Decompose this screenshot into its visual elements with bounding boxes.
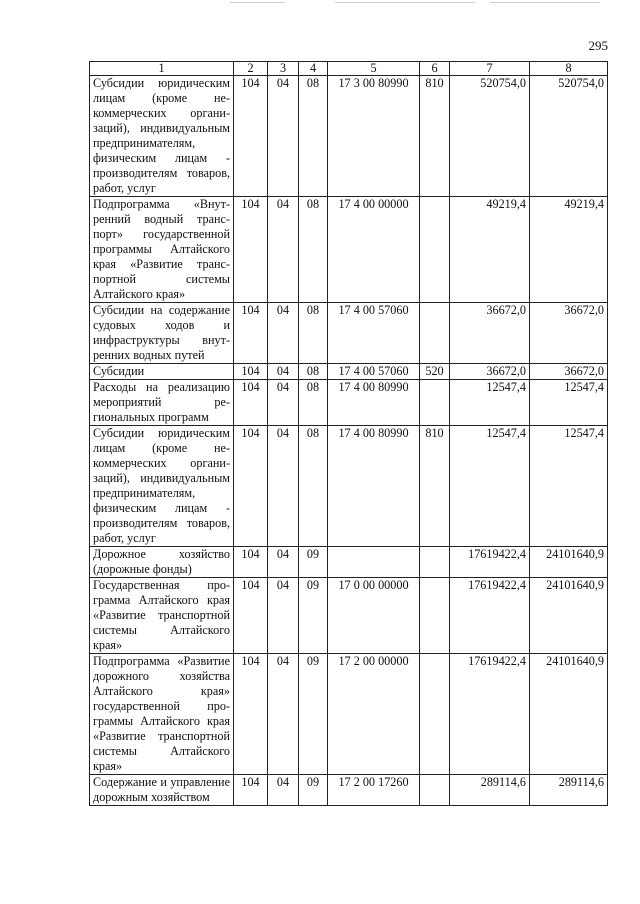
amount-year1-cell: 12547,4 [450, 380, 530, 426]
table-header-row [90, 62, 608, 76]
expense-type-cell [420, 197, 450, 303]
subsection-code-cell: 08 [299, 197, 328, 303]
ministry-code-cell: 104 [234, 76, 268, 197]
header-cell: 3 [268, 62, 299, 76]
table-row [90, 578, 608, 654]
section-code-cell: 04 [268, 76, 299, 197]
expense-type-cell [420, 775, 450, 806]
subsection-code-cell: 08 [299, 380, 328, 426]
expense-type-cell [420, 303, 450, 364]
amount-year1-cell: 17619422,4 [450, 654, 530, 775]
subsection-code-cell: 08 [299, 303, 328, 364]
amount-year2-cell: 36672,0 [530, 303, 608, 364]
target-article-cell: 17 4 00 80990 [328, 426, 420, 547]
table-row [90, 76, 608, 197]
ministry-code-cell: 104 [234, 578, 268, 654]
amount-year2-cell: 289114,6 [530, 775, 608, 806]
target-article-cell: 17 2 00 00000 [328, 654, 420, 775]
ministry-code-cell: 104 [234, 303, 268, 364]
target-article-cell: 17 4 00 00000 [328, 197, 420, 303]
ministry-code-cell: 104 [234, 775, 268, 806]
expense-name-cell: Подпрограмма «Внутренний водный транспорт» государственной программы Алтайского края «Развитие транспортной системы Алтайского края» [90, 197, 234, 303]
expense-type-cell: 810 [420, 426, 450, 547]
expense-name-cell: Подпрограмма «Развитие дорожного хозяйства Алтайского края» государственной программы Алтайского края «Развитие транспортной системы Алтайского края» [90, 654, 234, 775]
expense-name-cell: Государственная программа Алтайского края «Развитие транспортной системы Алтайского края» [90, 578, 234, 654]
target-article-cell: 17 2 00 17260 [328, 775, 420, 806]
amount-year2-cell: 12547,4 [530, 380, 608, 426]
amount-year1-cell: 520754,0 [450, 76, 530, 197]
section-code-cell: 04 [268, 578, 299, 654]
amount-year2-cell: 24101640,9 [530, 547, 608, 578]
scan-top-rule-left [230, 2, 285, 3]
section-code-cell: 04 [268, 654, 299, 775]
expense-name-cell: Содержание и управление дорожным хозяйством [90, 775, 234, 806]
header-cell: 8 [530, 62, 608, 76]
section-code-cell: 04 [268, 380, 299, 426]
ministry-code-cell: 104 [234, 547, 268, 578]
ministry-code-cell: 104 [234, 426, 268, 547]
header-cell: 1 [90, 62, 234, 76]
expense-type-cell [420, 380, 450, 426]
amount-year2-cell: 520754,0 [530, 76, 608, 197]
expense-name-cell: Субсидии юридическим лицам (кроме некоммерческих организаций), индивидуальным предпринимателям, физическим лицам - производителям товаров, работ, услуг [90, 76, 234, 197]
amount-year2-cell: 36672,0 [530, 364, 608, 380]
subsection-code-cell: 08 [299, 76, 328, 197]
ministry-code-cell: 104 [234, 197, 268, 303]
subsection-code-cell: 09 [299, 775, 328, 806]
amount-year1-cell: 36672,0 [450, 364, 530, 380]
expense-type-cell: 810 [420, 76, 450, 197]
page-number: 295 [588, 38, 608, 53]
ministry-code-cell: 104 [234, 380, 268, 426]
expense-name-cell: Субсидии [90, 364, 234, 380]
header-cell: 5 [328, 62, 420, 76]
target-article-cell: 17 0 00 00000 [328, 578, 420, 654]
scan-top-rule-right [490, 2, 600, 3]
expense-name-cell: Субсидии юридическим лицам (кроме некоммерческих организаций), индивидуальным предпринимателям, физическим лицам - производителям товаров, работ, услуг [90, 426, 234, 547]
amount-year1-cell: 36672,0 [450, 303, 530, 364]
table-row [90, 380, 608, 426]
amount-year2-cell: 24101640,9 [530, 654, 608, 775]
header-cell: 2 [234, 62, 268, 76]
header-cell: 6 [420, 62, 450, 76]
expense-type-cell: 520 [420, 364, 450, 380]
subsection-code-cell: 09 [299, 654, 328, 775]
header-cell: 4 [299, 62, 328, 76]
table-row [90, 426, 608, 547]
ministry-code-cell: 104 [234, 364, 268, 380]
target-article-cell: 17 3 00 80990 [328, 76, 420, 197]
section-code-cell: 04 [268, 197, 299, 303]
target-article-cell: 17 4 00 57060 [328, 303, 420, 364]
amount-year2-cell: 12547,4 [530, 426, 608, 547]
expense-name-cell: Расходы на реализацию мероприятий региональных программ [90, 380, 234, 426]
table-row [90, 303, 608, 364]
header-cell: 7 [450, 62, 530, 76]
subsection-code-cell: 09 [299, 578, 328, 654]
table-row [90, 364, 608, 380]
table-row [90, 547, 608, 578]
amount-year1-cell: 17619422,4 [450, 578, 530, 654]
table-row [90, 654, 608, 775]
table-row [90, 197, 608, 303]
scan-top-rule-mid [335, 2, 475, 3]
amount-year1-cell: 12547,4 [450, 426, 530, 547]
section-code-cell: 04 [268, 426, 299, 547]
target-article-cell: 17 4 00 80990 [328, 380, 420, 426]
subsection-code-cell: 08 [299, 426, 328, 547]
target-article-cell: 17 4 00 57060 [328, 364, 420, 380]
target-article-cell [328, 547, 420, 578]
expense-type-cell [420, 654, 450, 775]
expense-name-cell: Дорожное хозяйство (дорожные фонды) [90, 547, 234, 578]
section-code-cell: 04 [268, 364, 299, 380]
amount-year1-cell: 17619422,4 [450, 547, 530, 578]
amount-year1-cell: 289114,6 [450, 775, 530, 806]
subsection-code-cell: 09 [299, 547, 328, 578]
table-body [90, 62, 608, 806]
section-code-cell: 04 [268, 775, 299, 806]
section-code-cell: 04 [268, 547, 299, 578]
amount-year2-cell: 49219,4 [530, 197, 608, 303]
expense-type-cell [420, 578, 450, 654]
budget-table [89, 61, 608, 806]
amount-year2-cell: 24101640,9 [530, 578, 608, 654]
ministry-code-cell: 104 [234, 654, 268, 775]
section-code-cell: 04 [268, 303, 299, 364]
expense-type-cell [420, 547, 450, 578]
amount-year1-cell: 49219,4 [450, 197, 530, 303]
table-row [90, 775, 608, 806]
subsection-code-cell: 08 [299, 364, 328, 380]
expense-name-cell: Субсидии на содержание судовых ходов и инфраструктуры внутренних водных путей [90, 303, 234, 364]
